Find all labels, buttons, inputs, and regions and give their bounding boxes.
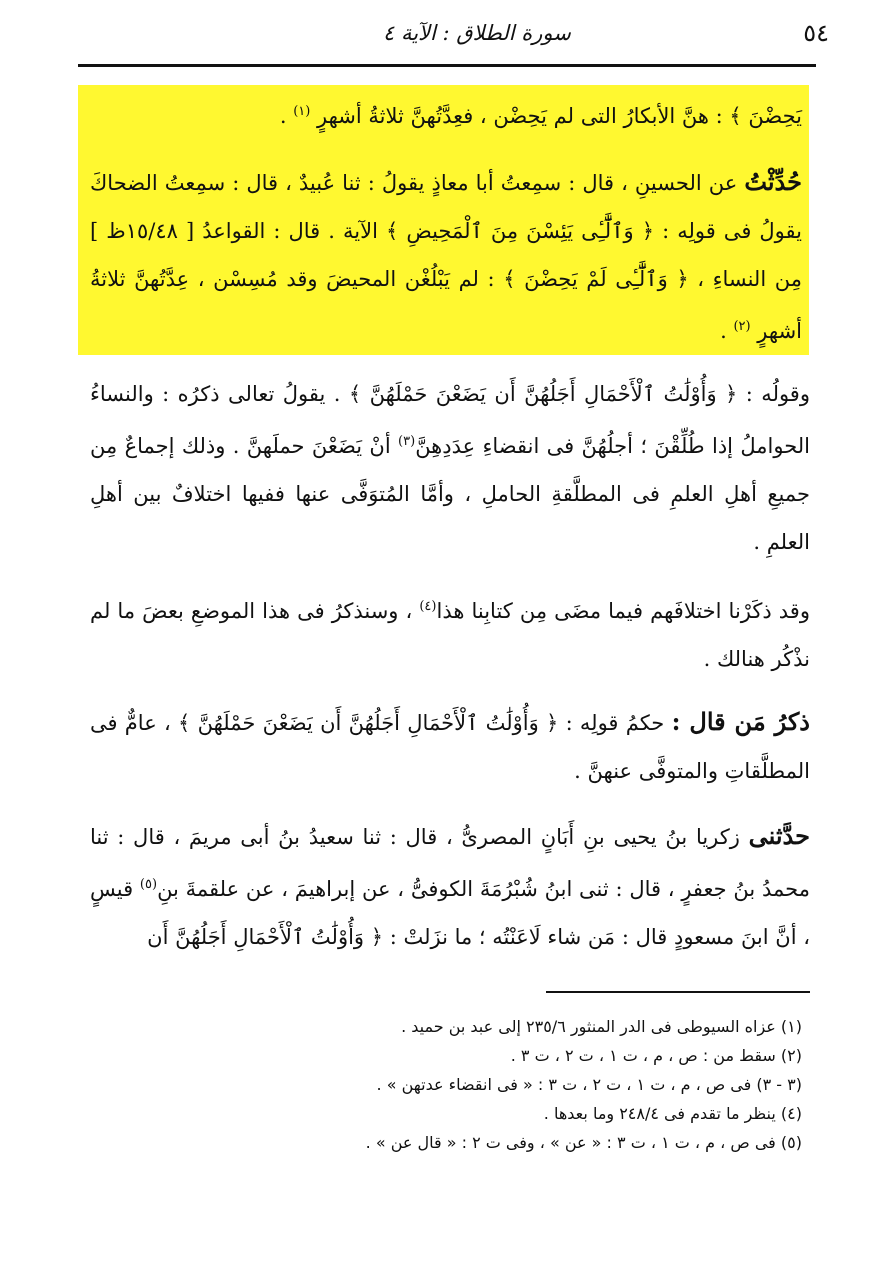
footnote-5: (٥) فى ص ، م ، ت ١ ، ت ٣ : « عن » ، وفى ت ٢ : « قال عن » . [365, 1133, 802, 1152]
footnote-4: (٤) ينظر ما تقدم فى ٢٤٨/٤ وما بعدها . [543, 1104, 802, 1123]
footnote-2: (٢) سقط من : ص ، م ، ت ١ ، ت ٢ ، ت ٣ . [510, 1046, 802, 1065]
paragraph-3-text-a: وقولُه : ﴿ وَأُوْلَٰتُ ٱلْأَحْمَالِ أَجَلُهُنَّ أَن يَضَعْنَ حَمْلَهُنَّ ﴾ . يقولُ تعالى ذكرُه : والنساءُ الحواملُ إذا طُلِّقْنَ ؛ أجلُهُنَّ فى انقضاءِ عِدَدِهِنَّ [90, 382, 810, 458]
footnote-1: (١) عزاه السيوطى فى الدر المنثور ٢٣٥/٦ إلى عبد بن حميد . [401, 1017, 802, 1036]
paragraph-1-text: يَحِضْنَ ﴾ : هنَّ الأبكارُ التى لم يَحِضْن ، فعِدَّتُهنَّ ثلاثةُ أشهرٍ [317, 104, 802, 128]
paragraph-1 [90, 88, 802, 140]
footnote-ref-2: (٢) [733, 319, 751, 334]
header-rule [78, 64, 816, 67]
paragraph-3 [90, 370, 810, 566]
paragraph-2-lead: حُدِّثْتُ [744, 167, 802, 196]
paragraph-2-text: عن الحسينِ ، قال : سمِعتُ أبا معاذٍ يقولُ : ثنا عُبيدٌ ، قال : سمِعتُ الضحاكَ يقولُ فى قولِه : ﴿ وَٱلَّٰٓـِٔى يَئِسْنَ مِنَ ٱلْمَحِيضِ ﴾ الآية . قال : القواعدُ [ ١٥/٤٨ظ ] مِن النساءِ ، ﴿ وَٱلَّٰٓـِٔى لَمْ يَحِضْنَ ﴾ : لم يَبْلُغْن المحيضَ وقد مُسِسْن ، عِدَّتُهنَّ ثلاثةُ أشهرٍ [90, 171, 802, 343]
running-title: سورة الطلاق : الآية ٤ [383, 21, 571, 45]
paragraph-4-text-b: ، وسنذكرُ فى هذا الموضعِ بعضَ ما لم نذْكُر هنالك . [90, 599, 810, 671]
paragraph-5-text: حكمُ قولِه : ﴿ وَأُوْلَٰتُ ٱلْأَحْمَالِ أَجَلُهُنَّ أَن يَضَعْنَ حَمْلَهُنَّ ﴾ ، عامٌّ فى المطلَّقاتِ والمتوفَّى عنهنَّ . [90, 711, 810, 783]
paragraph-6-text-b: قيسٍ ، أنَّ ابنَ مسعودٍ قال : مَن شاء لَاعَنْتُه ؛ ما نزَلتْ : ﴿ وَأُوْلَٰتُ ٱلْأَحْمَالِ أَجَلُهُنَّ أَن [90, 877, 810, 949]
footnote-ref-5: (٥) [139, 877, 158, 892]
page-number: ٥٤ [803, 19, 829, 47]
footnote-ref-4: (٤) [419, 599, 437, 614]
paragraph-1-end: . [279, 104, 287, 128]
paragraph-6 [90, 812, 810, 961]
footnote-rule [546, 991, 810, 993]
footnote-3: (٣ - ٣) فى ص ، م ، ت ١ ، ت ٢ ، ت ٣ : « فى انقضاء عدتهن » . [376, 1075, 802, 1094]
paragraph-4 [90, 583, 810, 683]
paragraph-3-text-b: أنْ يَضَعْنَ حملَهنَّ . وذلك إجماعٌ مِن جميعِ أهلِ العلمِ فى المطلَّقةِ الحاملِ ، وأمَّا المُتوَفَّى عنها ففيها اختلافٌ بين أهلِ العلمِ . [90, 434, 810, 554]
footnote-ref-3: (٣) [398, 434, 416, 449]
section-heading: ذكرُ مَن قال : [671, 707, 810, 736]
footnote-ref-1: (١) [293, 104, 311, 119]
paragraph-5 [90, 698, 810, 795]
paragraph-4-text-a: وقد ذكَرْنا اختلافَهم فيما مضَى مِن كتابِنا هذا [436, 599, 810, 623]
paragraph-2-end: . [720, 319, 727, 343]
paragraph-6-lead: حدَّثنى [748, 821, 810, 850]
footnotes [90, 1012, 802, 1157]
paragraph-2 [90, 158, 802, 355]
page-header [78, 18, 837, 48]
paragraph-6-text-a: زكريا بنُ يحيى بنِ أَبَانٍ المصرىُّ ، قال : ثنا سعيدُ بنُ أبى مريمَ ، قال : ثنا محمدُ بنُ جعفرٍ ، قال : ثنى ابنُ شُبْرُمَةَ الكوفىُّ ، عن إبراهيمَ ، عن علقمةَ بنِ [90, 825, 810, 901]
